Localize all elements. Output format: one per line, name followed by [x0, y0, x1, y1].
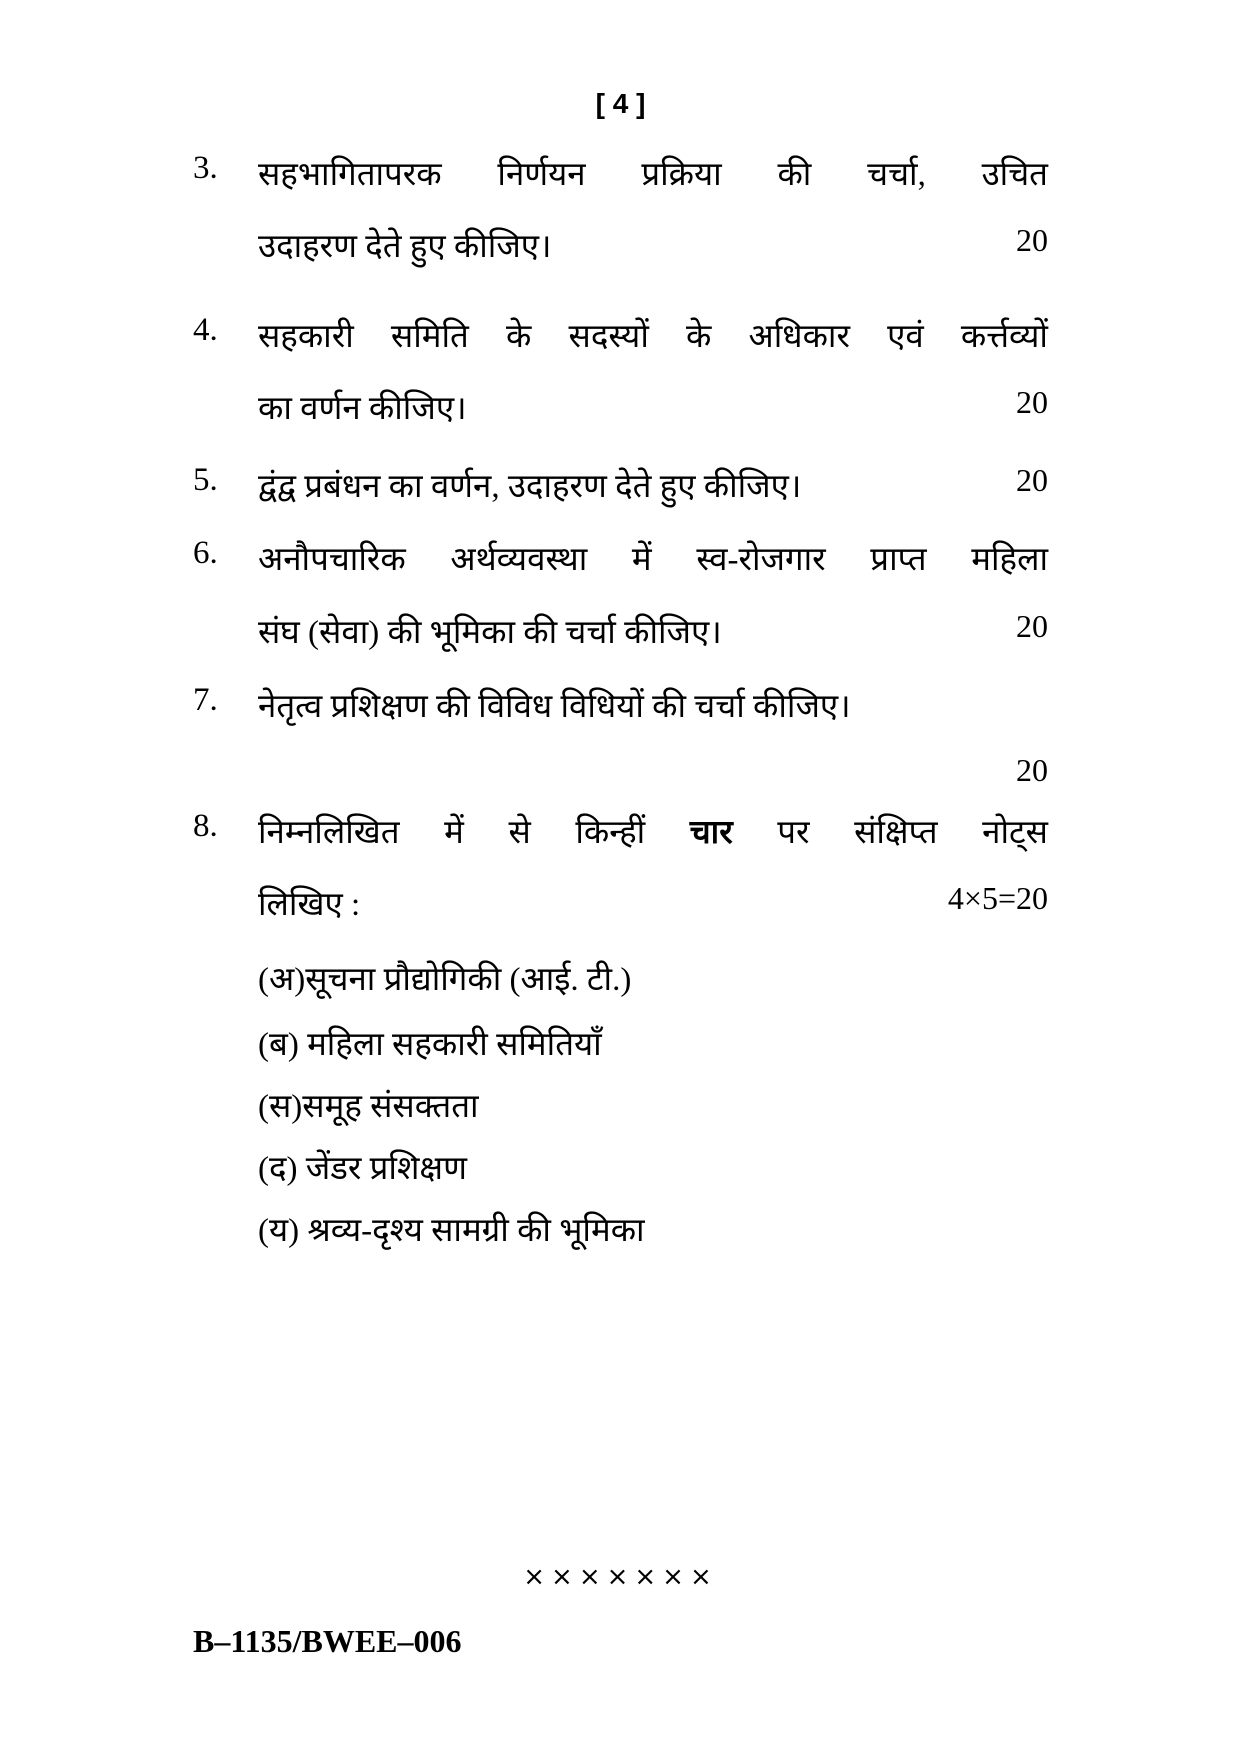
question-text-line2: संघ (सेवा) की भूमिका की चर्चा कीजिए।: [258, 615, 722, 651]
question-number: 8.: [193, 808, 218, 844]
question-number: 5.: [193, 462, 218, 498]
sub-item-label: (ब): [258, 1027, 299, 1063]
question-text-line1: सहकारी समिति के सदस्यों के अधिकार एवं कर्त्तव्यों: [258, 319, 1048, 355]
sub-item-label: (द): [258, 1151, 298, 1187]
question-text-line2: लिखिए :: [258, 887, 361, 923]
question-number: 7.: [193, 682, 218, 718]
question-text-line1: सहभागितापरक निर्णयन प्रक्रिया की चर्चा, उचित: [258, 157, 1048, 193]
sub-item-text: सूचना प्रौद्योगिकी (आई. टी.): [305, 962, 632, 998]
question-marks: 20: [1016, 608, 1048, 644]
sub-item-text: समूह संसक्तता: [302, 1089, 479, 1125]
end-of-paper-mark: ×××××××: [523, 1562, 718, 1592]
page-number: [ 4 ]: [595, 88, 646, 119]
question-marks: 20: [1016, 752, 1048, 788]
question-text-line2: का वर्णन कीजिए।: [258, 391, 467, 427]
question-marks: 4×5=20: [947, 880, 1048, 916]
sub-item-text: महिला सहकारी समितियाँ: [307, 1027, 602, 1063]
question-marks: 20: [1016, 222, 1048, 258]
sub-item-text: श्रव्य-दृश्य सामग्री की भूमिका: [307, 1213, 645, 1249]
sub-item: [258, 1144, 467, 1189]
question-number: 3.: [193, 150, 218, 186]
sub-item-label: (अ): [258, 962, 306, 998]
emphasis-word: चार: [689, 815, 733, 851]
sub-item-label: (य): [258, 1213, 300, 1249]
sub-item-text: जेंडर प्रशिक्षण: [305, 1151, 467, 1187]
sub-item: [258, 1206, 645, 1251]
question-marks: 20: [1016, 384, 1048, 420]
sub-item: [258, 955, 631, 1000]
question-number: 4.: [193, 312, 218, 348]
paper-code: B–1135/BWEE–006: [193, 1623, 462, 1659]
sub-item: [258, 1020, 602, 1065]
question-text-line1: द्वंद्व प्रबंधन का वर्णन, उदाहरण देते हुए कीजिए।: [258, 469, 802, 505]
sub-item: [258, 1082, 479, 1127]
question-text-line2: उदाहरण देते हुए कीजिए।: [258, 229, 552, 265]
question-number: 6.: [193, 535, 218, 571]
question-text-line1: नेतृत्व प्रशिक्षण की विविध विधियों की चर्चा कीजिए।: [258, 689, 851, 725]
question-text-line1: अनौपचारिक अर्थव्यवस्था में स्व-रोजगार प्राप्त महिला: [258, 542, 1048, 578]
question-text-line1: निम्नलिखित में से किन्हीं चार पर संक्षिप्त नोट्स: [258, 808, 1048, 853]
sub-item-label: (स): [258, 1089, 303, 1125]
question-marks: 20: [1016, 462, 1048, 498]
